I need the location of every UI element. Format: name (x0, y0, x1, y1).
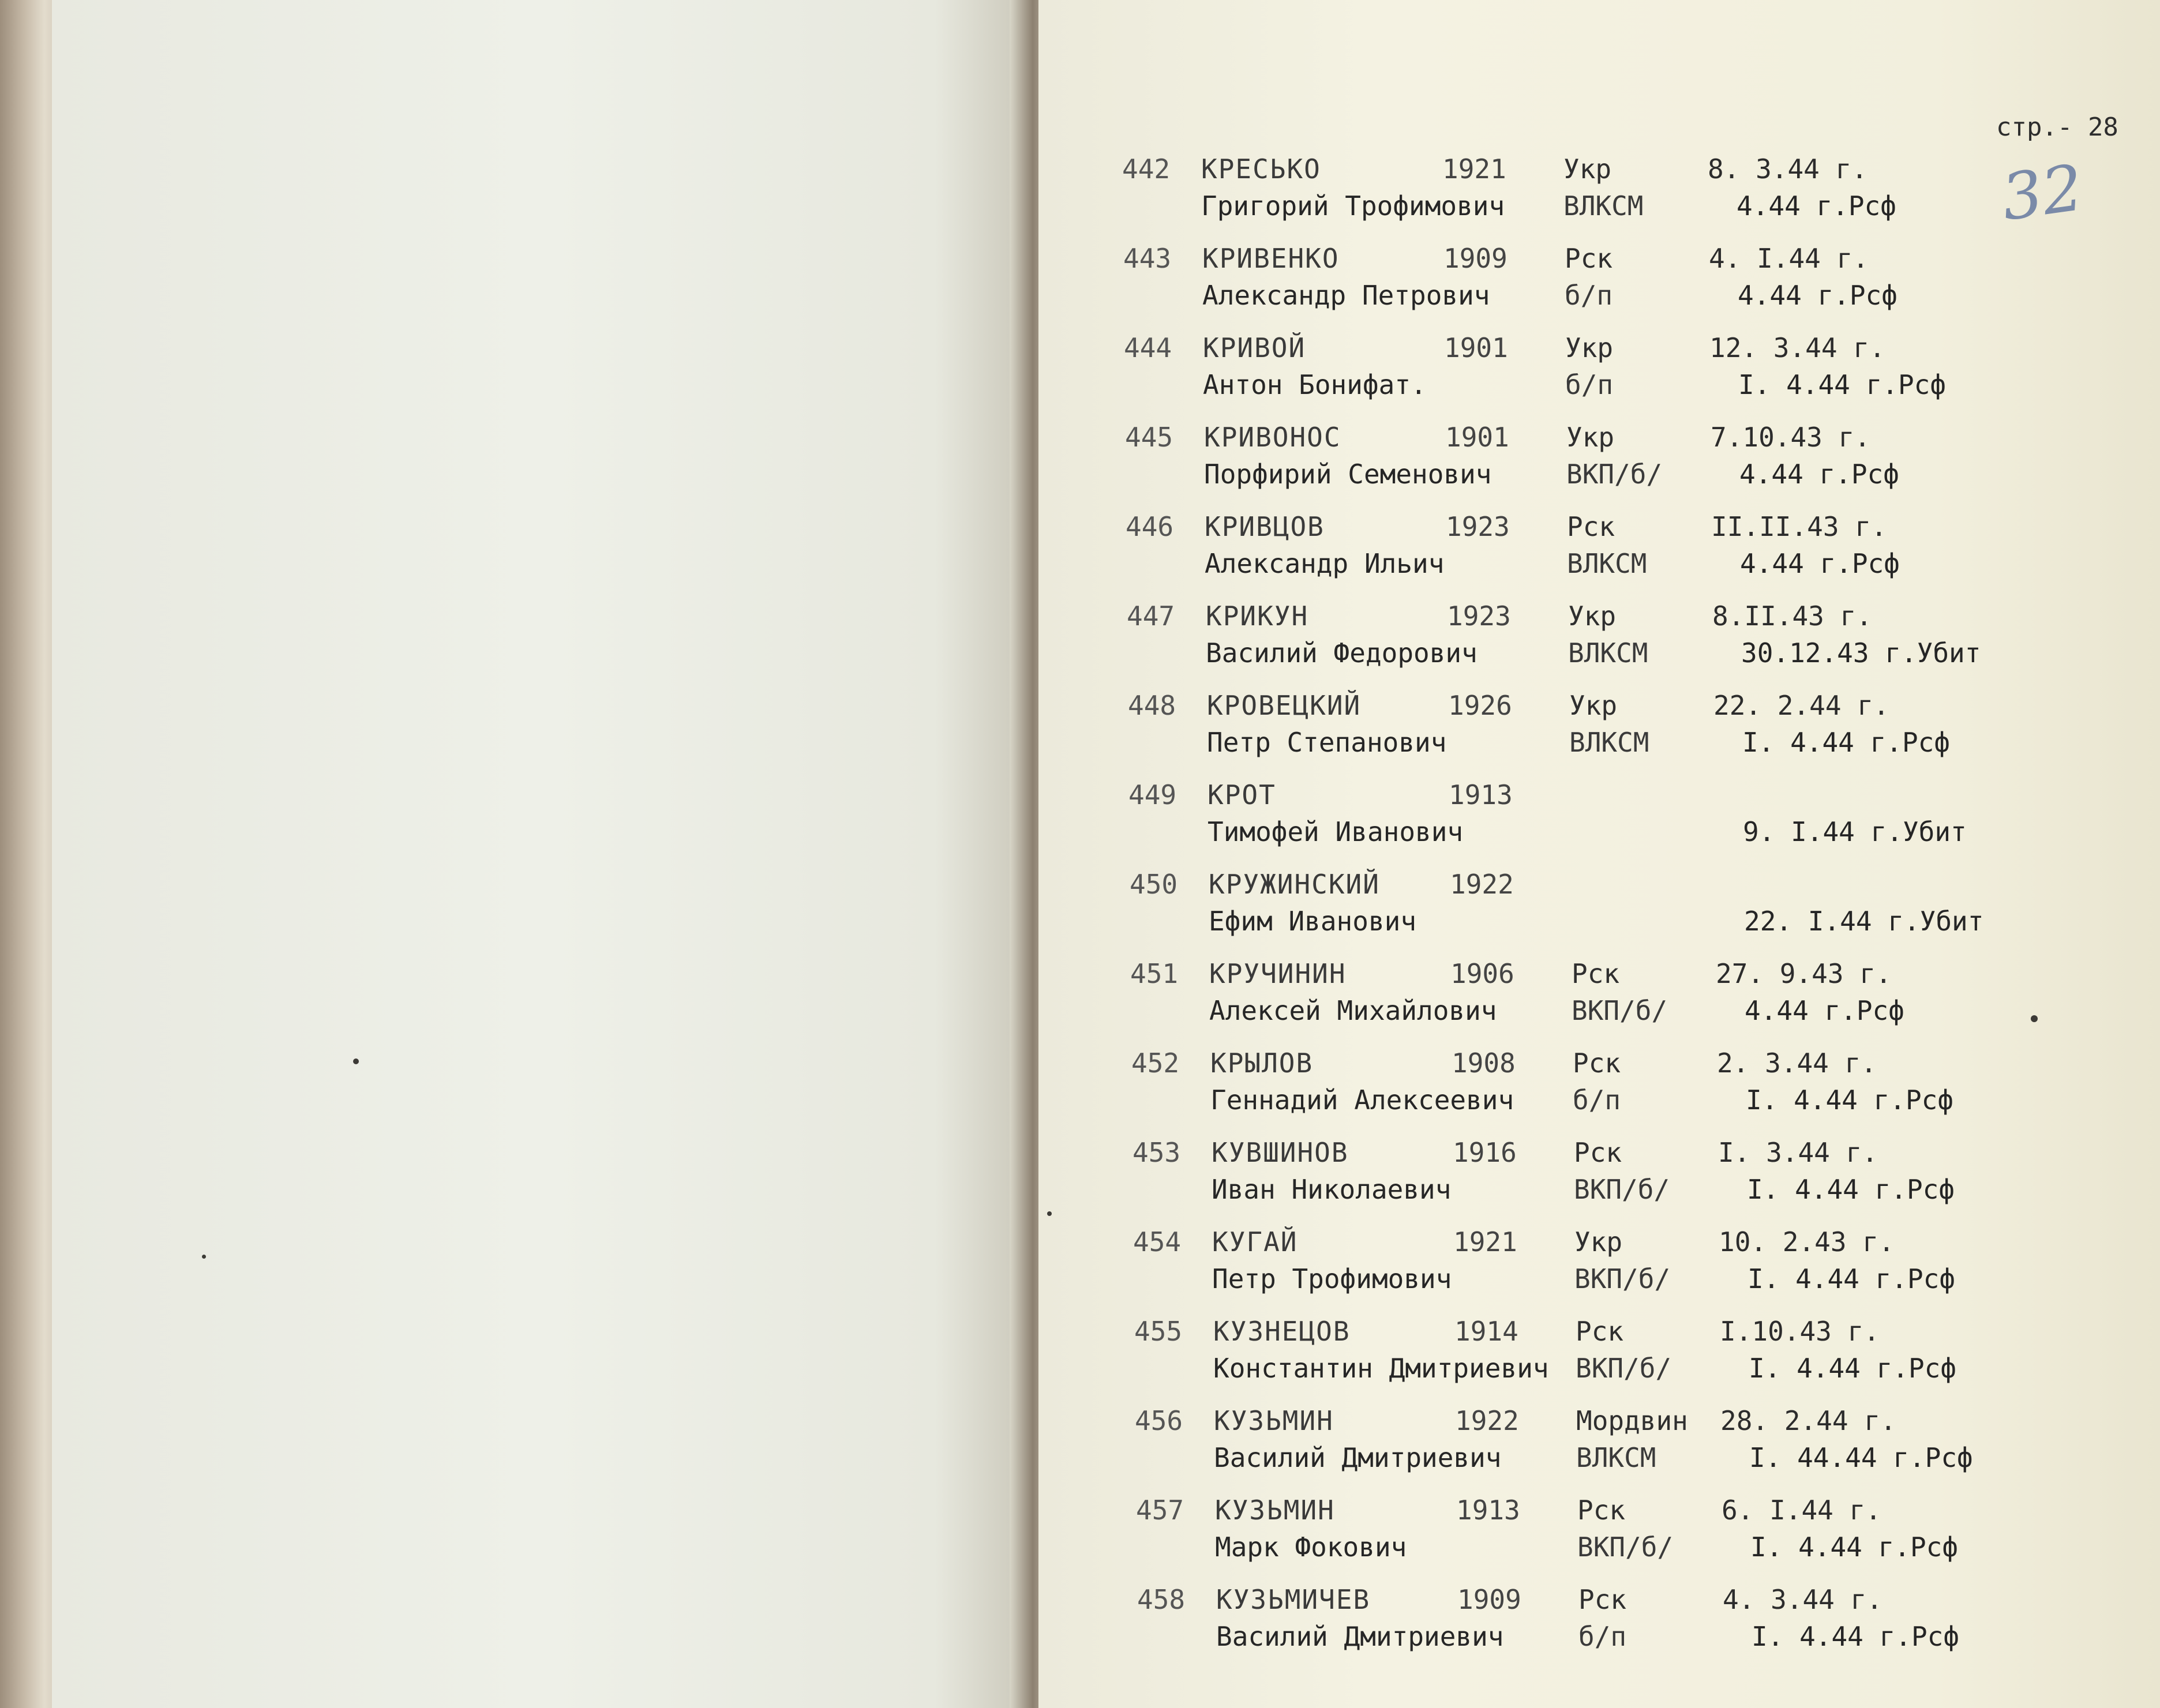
entry-nationality: Рск (1574, 1137, 1622, 1168)
entry-given-names: Константин Дмитриевич (1213, 1353, 1549, 1384)
entry-date-conscripted: 2. 3.44 г. (1717, 1048, 1877, 1079)
register-entry (0, 1318, 2160, 1399)
entry-date-outcome: I. 4.44 г.Рсф (1746, 1084, 1954, 1116)
entry-birth-year: 1922 (1455, 1405, 1519, 1436)
entry-birth-year: 1921 (1453, 1226, 1517, 1257)
entry-birth-year: 1913 (1456, 1495, 1520, 1526)
entry-date-outcome: 4.44 г.Рсф (1740, 548, 1900, 579)
register-entry (0, 513, 2160, 594)
entry-date-conscripted: II.II.43 г. (1711, 511, 1887, 542)
entry-number: 449 (1128, 779, 1177, 810)
entry-date-outcome: I. 4.44 г.Рсф (1738, 369, 1947, 400)
register-entry (0, 1407, 2160, 1488)
entry-given-names: Иван Николаевич (1212, 1174, 1452, 1205)
entry-number: 442 (1122, 153, 1171, 185)
entry-date-conscripted: 22. 2.44 г. (1713, 690, 1889, 721)
entry-date-conscripted: 4. I.44 г. (1709, 243, 1869, 274)
register-entry (0, 1586, 2160, 1667)
entry-surname: КРИВОНОС (1204, 422, 1341, 453)
register-entry (0, 1497, 2160, 1578)
entry-party: ВЛКСМ (1576, 1442, 1656, 1473)
entry-given-names: Петр Трофимович (1212, 1263, 1452, 1294)
entry-number: 452 (1131, 1048, 1180, 1079)
entry-date-conscripted: 27. 9.43 г. (1716, 958, 1892, 989)
entry-surname: КРИКУН (1206, 600, 1309, 632)
entry-surname: КРИВЕНКО (1202, 243, 1340, 274)
entry-birth-year: 1909 (1457, 1584, 1521, 1615)
entry-surname: КУГАЙ (1212, 1226, 1298, 1257)
entry-number: 454 (1133, 1226, 1182, 1257)
entry-surname: КРЫЛОВ (1210, 1048, 1314, 1079)
entry-birth-year: 1926 (1448, 690, 1512, 721)
entry-surname: КУЗНЕЦОВ (1213, 1316, 1351, 1347)
entry-number: 453 (1132, 1137, 1181, 1168)
entry-given-names: Порфирий Семенович (1204, 459, 1492, 490)
entry-nationality: Рск (1576, 1316, 1624, 1347)
entry-date-conscripted: 8.II.43 г. (1712, 600, 1872, 632)
entry-party: б/п (1573, 1084, 1621, 1116)
register-entry (0, 1050, 2160, 1131)
entry-nationality: Укр (1574, 1226, 1623, 1257)
entry-given-names: Марк Фокович (1215, 1531, 1407, 1563)
entry-nationality: Рск (1573, 1048, 1621, 1079)
entry-party: б/п (1565, 369, 1614, 400)
entry-party: б/п (1578, 1621, 1627, 1652)
entry-date-outcome: I. 4.44 г.Рсф (1749, 1353, 1957, 1384)
entry-surname: КРОВЕЦКИЙ (1207, 690, 1362, 721)
entry-number: 455 (1134, 1316, 1183, 1347)
entry-party: ВКП/б/ (1572, 995, 1668, 1026)
handwritten-folio-number: 32 (1997, 150, 2088, 235)
entry-given-names: Василий Дмитриевич (1214, 1442, 1502, 1473)
entry-party: ВКП/б/ (1574, 1174, 1670, 1205)
entry-birth-year: 1921 (1442, 153, 1506, 185)
entry-party: ВЛКСМ (1567, 548, 1647, 579)
entry-birth-year: 1901 (1445, 422, 1509, 453)
entry-party: ВКП/б/ (1576, 1353, 1672, 1384)
entry-date-conscripted: 4. 3.44 г. (1723, 1584, 1882, 1615)
entry-birth-year: 1923 (1446, 511, 1510, 542)
register-entry (0, 1226, 2160, 1309)
entry-nationality: Рск (1577, 1495, 1626, 1526)
entry-date-outcome: 9. I.44 г.Убит (1743, 816, 1967, 847)
register-entry (0, 779, 2160, 862)
entry-birth-year: 1923 (1447, 600, 1511, 632)
entry-birth-year: 1913 (1449, 779, 1513, 810)
register-entry (0, 1139, 2160, 1220)
entry-birth-year: 1906 (1450, 958, 1514, 989)
entry-given-names: Ефим Иванович (1209, 906, 1417, 937)
entry-nationality: Укр (1565, 332, 1614, 363)
entry-number: 451 (1130, 958, 1179, 989)
entry-birth-year: 1922 (1450, 869, 1514, 900)
entry-nationality: Укр (1568, 600, 1617, 632)
entry-surname: КУЗЬМИЧЕВ (1216, 1584, 1371, 1615)
entry-date-conscripted: 8. 3.44 г. (1708, 153, 1867, 185)
entry-given-names: Александр Ильич (1205, 548, 1445, 579)
entry-given-names: Василий Федорович (1206, 637, 1477, 669)
entry-party: ВКП/б/ (1577, 1531, 1674, 1563)
entry-given-names: Геннадий Алексеевич (1210, 1084, 1514, 1116)
entry-birth-year: 1901 (1444, 332, 1508, 363)
entry-date-outcome: I. 44.44 г.Рсф (1749, 1442, 1973, 1473)
entry-date-outcome: I. 4.44 г.Рсф (1747, 1263, 1956, 1294)
entry-nationality: Рск (1572, 958, 1620, 989)
entry-birth-year: 1908 (1452, 1048, 1516, 1079)
register-entry (0, 245, 2160, 326)
entry-date-conscripted: 6. I.44 г. (1722, 1495, 1881, 1526)
entry-given-names: Антон Бонифат. (1203, 369, 1427, 400)
entry-number: 443 (1123, 243, 1172, 274)
entry-given-names: Александр Петрович (1202, 280, 1490, 311)
entry-number: 448 (1128, 690, 1176, 721)
entry-surname: КРОТ (1208, 779, 1276, 810)
entry-surname: КРИВЦОВ (1205, 511, 1325, 542)
entry-nationality: Рск (1567, 511, 1615, 542)
entry-date-conscripted: 12. 3.44 г. (1709, 332, 1885, 363)
entry-number: 450 (1130, 869, 1178, 900)
entry-date-outcome: 22. I.44 г.Убит (1744, 906, 1984, 937)
register-entry (0, 871, 2160, 952)
entry-nationality: Рск (1578, 1584, 1627, 1615)
entry-number: 456 (1135, 1405, 1183, 1436)
entry-date-conscripted: 28. 2.44 г. (1720, 1405, 1896, 1436)
entry-number: 444 (1124, 332, 1172, 363)
entry-surname: КРУЖИНСКИЙ (1209, 869, 1380, 900)
entry-surname: КРИВОЙ (1203, 332, 1306, 363)
entry-number: 446 (1126, 511, 1174, 542)
entry-given-names: Василий Дмитриевич (1216, 1621, 1504, 1652)
entry-party: ВЛКСМ (1568, 637, 1648, 669)
entry-surname: КУВШИНОВ (1212, 1137, 1349, 1168)
entry-surname: КУЗЬМИН (1214, 1405, 1334, 1436)
entry-party: ВЛКСМ (1569, 727, 1649, 758)
entry-nationality: Укр (1563, 153, 1612, 185)
entry-date-outcome: I. 4.44 г.Рсф (1742, 727, 1951, 758)
register-entry (0, 424, 2160, 505)
entry-number: 447 (1127, 600, 1175, 632)
register-entry (0, 332, 2160, 415)
entry-given-names: Алексей Михайлович (1209, 995, 1497, 1026)
entry-date-outcome: 4.44 г.Рсф (1737, 190, 1896, 222)
entry-surname: КРУЧИНИН (1209, 958, 1347, 989)
page-number-label: стр.- 28 (1996, 112, 2118, 142)
entry-nationality: Укр (1569, 690, 1618, 721)
entry-party: ВКП/б/ (1574, 1263, 1671, 1294)
entry-date-conscripted: I.10.43 г. (1720, 1316, 1880, 1347)
entry-date-outcome: I. 4.44 г.Рсф (1747, 1174, 1955, 1205)
entry-number: 445 (1125, 422, 1173, 453)
entry-date-outcome: 4.44 г.Рсф (1738, 280, 1897, 311)
entry-given-names: Григорий Трофимович (1201, 190, 1505, 222)
entry-date-conscripted: I. 3.44 г. (1718, 1137, 1878, 1168)
register-entry (0, 960, 2160, 1041)
entry-party: б/п (1565, 280, 1613, 311)
entry-given-names: Петр Степанович (1207, 727, 1447, 758)
entry-birth-year: 1914 (1454, 1316, 1518, 1347)
entry-party: ВКП/б/ (1566, 459, 1663, 490)
entry-nationality: Укр (1566, 422, 1615, 453)
register-entry (0, 692, 2160, 773)
entry-surname: КРЕСЬКО (1201, 153, 1321, 185)
entry-date-outcome: I. 4.44 г.Рсф (1750, 1531, 1959, 1563)
entry-party: ВЛКСМ (1563, 190, 1644, 222)
entry-birth-year: 1909 (1443, 243, 1507, 274)
entry-given-names: Тимофей Иванович (1208, 816, 1464, 847)
entry-birth-year: 1916 (1453, 1137, 1517, 1168)
entry-nationality: Рск (1565, 243, 1613, 274)
entry-nationality: Мордвин (1576, 1405, 1688, 1436)
entry-date-conscripted: 7.10.43 г. (1711, 422, 1870, 453)
entry-date-conscripted: 10. 2.43 г. (1719, 1226, 1895, 1257)
register-entry (0, 600, 2160, 684)
entry-date-outcome: 30.12.43 г.Убит (1741, 637, 1981, 669)
register-entry (0, 153, 2160, 237)
entry-date-outcome: I. 4.44 г.Рсф (1752, 1621, 1960, 1652)
entry-surname: КУЗЬМИН (1215, 1495, 1335, 1526)
entry-number: 457 (1136, 1495, 1184, 1526)
entry-date-outcome: 4.44 г.Рсф (1745, 995, 1904, 1026)
entry-date-outcome: 4.44 г.Рсф (1739, 459, 1899, 490)
entry-number: 458 (1137, 1584, 1186, 1615)
